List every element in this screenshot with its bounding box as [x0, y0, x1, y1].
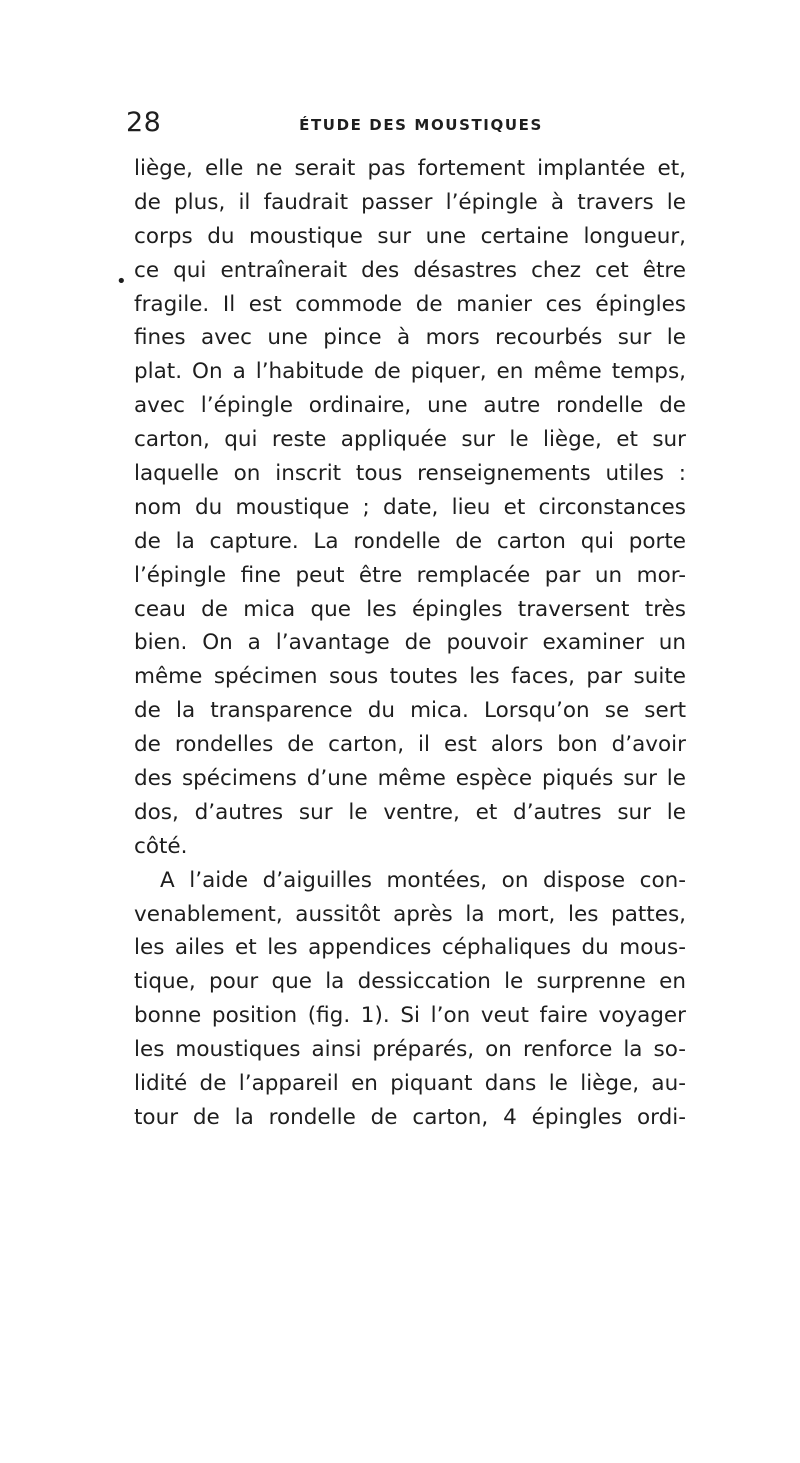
- text-line: de la capture. La rondelle de carton qui porte: [134, 528, 686, 554]
- text-line: tique, pour que la dessiccation le surprenne en: [134, 969, 686, 995]
- text-line: bien. On a l’avantage de pouvoir examiner un: [134, 630, 686, 656]
- text-line: dos, d’autres sur le ventre, et d’autres sur le: [134, 799, 686, 825]
- text-line: laquelle on inscrit tous renseignements utiles :: [134, 461, 686, 487]
- text-line: lidité de l’appareil en piquant dans le liège, au-: [134, 1071, 686, 1097]
- margin-mark: •: [116, 271, 127, 292]
- text-line: de la transparence du mica. Lorsqu’on se sert: [134, 698, 686, 724]
- text-line: corps du moustique sur une certaine longueur,: [134, 223, 686, 249]
- text-line: ceau de mica que les épingles traversent très: [134, 596, 686, 622]
- text-line: liège, elle ne serait pas fortement implantée et,: [134, 156, 686, 181]
- text-line-paragraph-start: A l’aide d’aiguilles montées, on dispose con-: [160, 867, 686, 893]
- text-line: de plus, il faudrait passer l’épingle à travers le: [134, 189, 686, 215]
- text-line: fragile. Il est commode de manier ces épingles: [134, 291, 686, 317]
- text-line: ce qui entraînerait des désastres chez cet être: [134, 257, 686, 283]
- text-line: carton, qui reste appliquée sur le liège, et sur: [134, 427, 686, 453]
- body-text: [134, 152, 686, 1135]
- text-line-paragraph-end: côté.: [134, 833, 188, 859]
- text-line: fines avec une pince à mors recourbés sur le: [134, 325, 686, 351]
- text-line: les moustiques ainsi préparés, on renforce la so-: [134, 1037, 686, 1063]
- page-header: [126, 103, 686, 143]
- text-line: l’épingle fine peut être remplacée par un mor-: [134, 562, 686, 588]
- text-line: des spécimens d’une même espèce piqués sur le: [134, 766, 686, 792]
- text-line: plat. On a l’habitude de piquer, en même temps,: [134, 359, 686, 385]
- running-title: ÉTUDE DES MOUSTIQUES: [299, 116, 543, 134]
- text-line: nom du moustique ; date, lieu et circonstances: [134, 494, 686, 520]
- text-line: venablement, aussitôt après la mort, les pattes,: [134, 901, 686, 927]
- text-line: avec l’épingle ordinaire, une autre rondelle de: [134, 393, 686, 419]
- text-line: bonne position (fig. 1). Si l’on veut faire voyager: [134, 1003, 686, 1029]
- page-number: 28: [126, 107, 162, 138]
- text-line: tour de la rondelle de carton, 4 épingles ordi-: [134, 1104, 686, 1130]
- text-line: même spécimen sous toutes les faces, par suite: [134, 664, 686, 690]
- text-line: les ailes et les appendices céphaliques du mous-: [134, 935, 686, 961]
- text-line: de rondelles de carton, il est alors bon d’avoir: [134, 732, 686, 758]
